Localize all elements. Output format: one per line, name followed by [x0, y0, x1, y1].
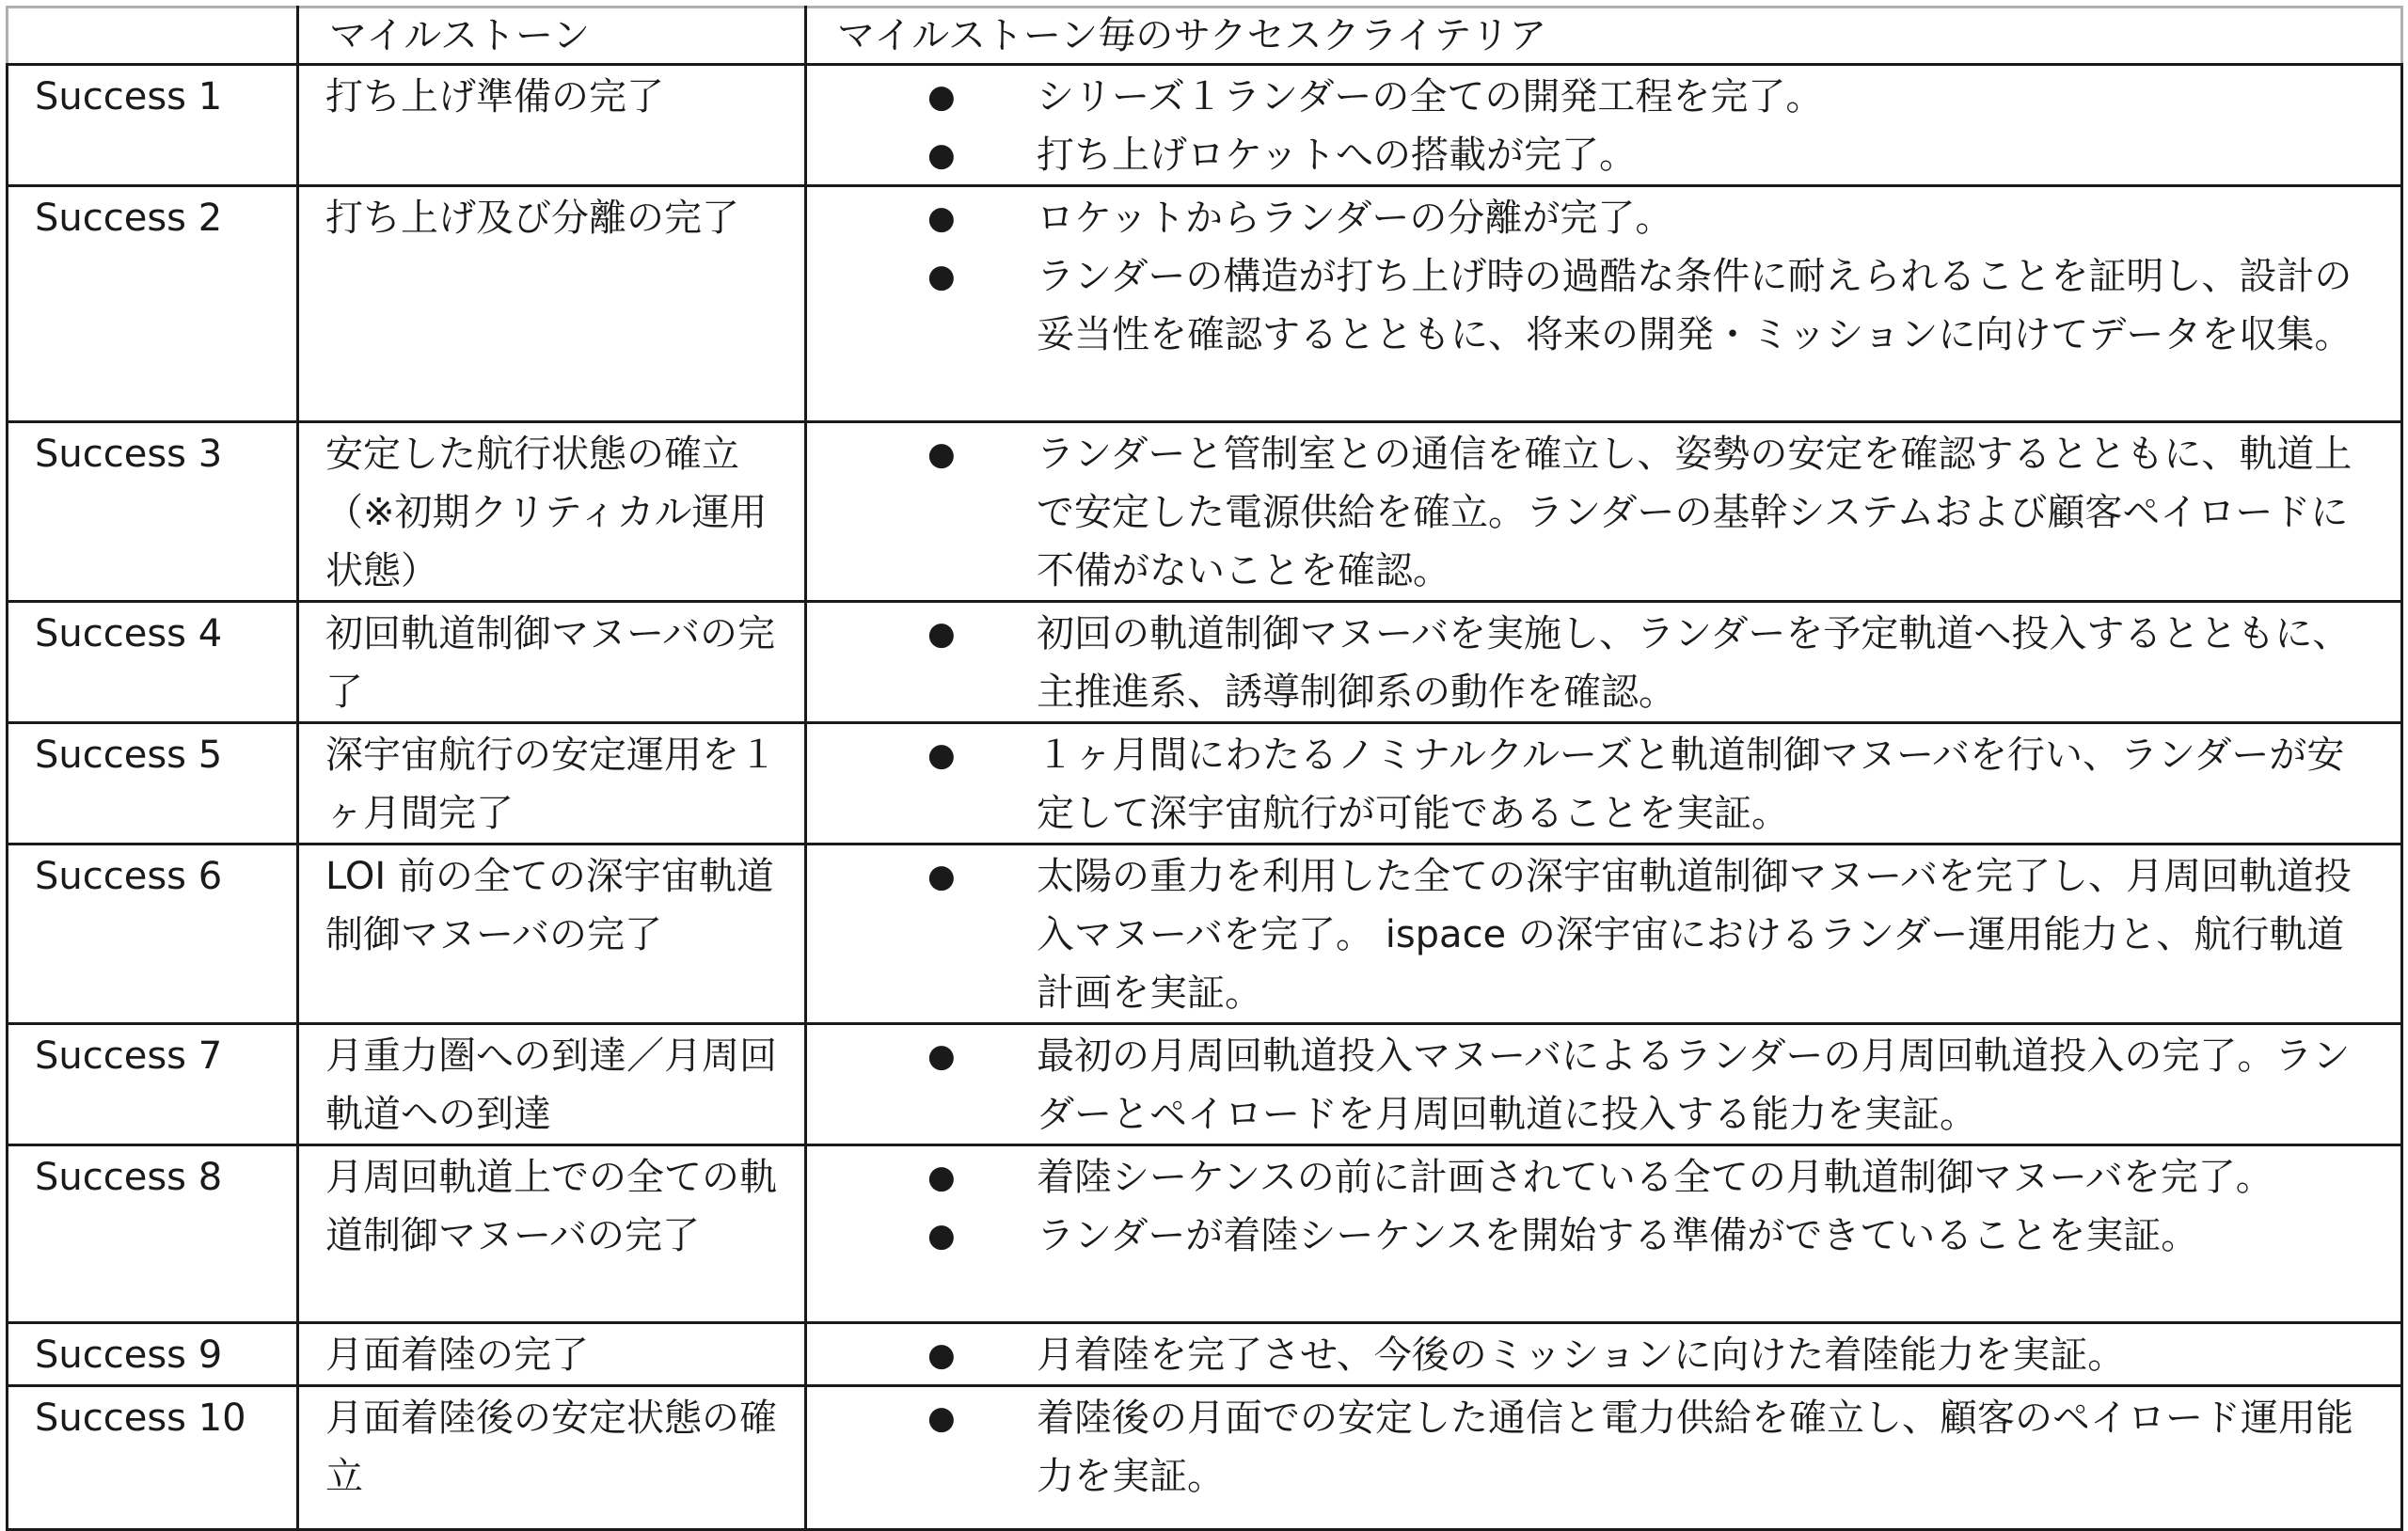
bullet-icon: ●	[927, 858, 956, 895]
table-row	[8, 422, 2402, 602]
criteria-text: 打ち上げロケットへの搭載が完了。	[1037, 134, 1637, 177]
table-row	[8, 1386, 2402, 1530]
table-row	[8, 1323, 2402, 1386]
success-id: Success 6	[8, 844, 298, 1024]
criteria-cell	[806, 1145, 2402, 1323]
table-row	[8, 1024, 2402, 1145]
table-row	[8, 1145, 2402, 1323]
bullet-icon: ●	[927, 199, 956, 237]
bullet-icon: ●	[927, 1336, 956, 1374]
criteria-cell	[806, 723, 2402, 844]
criteria-item	[807, 605, 2367, 721]
success-id: Success 9	[8, 1323, 298, 1386]
bullet-icon: ●	[927, 1399, 956, 1437]
criteria-item	[807, 189, 2367, 247]
criteria-list	[807, 605, 2367, 721]
criteria-text: 初回の軌道制御マヌーバを実施し、ランダーを予定軌道へ投入するとともに、主推進系、誘導制御系の動作を確認。	[1037, 612, 2351, 714]
success-id: Success 2	[8, 186, 298, 422]
criteria-list	[807, 1389, 2367, 1506]
criteria-item	[807, 247, 2367, 364]
criteria-text: ランダーと管制室との通信を確立し、姿勢の安定を確認するとともに、軌道上で安定した電源供給を確立。ランダーの基幹システムおよび顧客ペイロードに不備がないことを確認。	[1037, 433, 2353, 592]
bullet-icon: ●	[927, 258, 956, 295]
table-row	[8, 723, 2402, 844]
bullet-icon: ●	[927, 1037, 956, 1075]
milestone-cell: 安定した航行状態の確立（※初期クリティカル運用状態）	[298, 422, 806, 602]
criteria-list	[807, 425, 2367, 600]
bullet-icon: ●	[927, 435, 956, 473]
success-id: Success 3	[8, 422, 298, 602]
table-row	[8, 602, 2402, 723]
criteria-text: ロケットからランダーの分離が完了。	[1037, 197, 1673, 240]
success-id: Success 10	[8, 1386, 298, 1530]
table-header-row	[8, 8, 2402, 65]
criteria-cell	[806, 844, 2402, 1024]
criteria-text: 最初の月周回軌道投入マヌーバによるランダーの月周回軌道投入の完了。ランダーとペイロードを月周回軌道に投入する能力を実証。	[1037, 1034, 2351, 1136]
milestone-cell: 月面着陸後の安定状態の確立	[298, 1386, 806, 1530]
header-milestone: マイルストーン	[298, 8, 806, 65]
criteria-cell	[806, 186, 2402, 422]
bullet-icon: ●	[927, 615, 956, 653]
table-row	[8, 186, 2402, 422]
criteria-text: 着陸シーケンスの前に計画されている全ての月軌道制御マヌーバを完了。	[1037, 1156, 2273, 1199]
table-row	[8, 65, 2402, 186]
criteria-item	[807, 726, 2367, 843]
bullet-icon: ●	[927, 1159, 956, 1196]
criteria-list	[807, 1027, 2367, 1144]
criteria-list	[807, 726, 2367, 843]
milestone-cell: 深宇宙航行の安定運用を１ヶ月間完了	[298, 723, 806, 844]
criteria-list	[807, 847, 2367, 1022]
criteria-list	[807, 68, 2367, 184]
criteria-text: ランダーが着陸シーケンスを開始する準備ができていることを実証。	[1037, 1214, 2199, 1257]
milestone-cell: LOI 前の全ての深宇宙軌道制御マヌーバの完了	[298, 844, 806, 1024]
criteria-cell	[806, 422, 2402, 602]
success-criteria-table	[6, 6, 2403, 1531]
criteria-cell	[806, 1323, 2402, 1386]
criteria-item	[807, 1326, 2367, 1384]
criteria-item	[807, 425, 2367, 600]
success-id: Success 1	[8, 65, 298, 186]
criteria-text: 月着陸を完了させ、今後のミッションに向けた着陸能力を実証。	[1037, 1334, 2126, 1377]
criteria-list	[807, 189, 2367, 364]
milestone-cell: 打ち上げ準備の完了	[298, 65, 806, 186]
milestone-cell: 月周回軌道上での全ての軌道制御マヌーバの完了	[298, 1145, 806, 1323]
header-id	[8, 8, 298, 65]
milestone-cell: 月面着陸の完了	[298, 1323, 806, 1386]
table-row	[8, 844, 2402, 1024]
success-id: Success 7	[8, 1024, 298, 1145]
criteria-list	[807, 1326, 2367, 1384]
success-id: Success 4	[8, 602, 298, 723]
criteria-text: 太陽の重力を利用した全ての深宇宙軌道制御マヌーバを完了し、月周回軌道投入マヌーバを完了。 ispace の深宇宙におけるランダー運用能力と、航行軌道計画を実証。	[1037, 855, 2352, 1015]
criteria-text: ランダーの構造が打ち上げ時の過酷な条件に耐えられることを証明し、設計の妥当性を確認するとともに、将来の開発・ミッションに向けてデータを収集。	[1037, 255, 2353, 356]
criteria-item	[807, 847, 2367, 1022]
milestone-cell: 月重力圏への到達／月周回軌道への到達	[298, 1024, 806, 1145]
criteria-list	[807, 1148, 2367, 1265]
criteria-item	[807, 1148, 2367, 1207]
criteria-item	[807, 1207, 2367, 1265]
criteria-item	[807, 68, 2367, 126]
criteria-cell	[806, 65, 2402, 186]
bullet-icon: ●	[927, 136, 956, 174]
criteria-cell	[806, 1024, 2402, 1145]
criteria-text: １ヶ月間にわたるノミナルクルーズと軌道制御マヌーバを行い、ランダーが安定して深宇宙航行が可能であることを実証。	[1037, 734, 2345, 835]
criteria-item	[807, 1027, 2367, 1144]
criteria-cell	[806, 602, 2402, 723]
success-id: Success 5	[8, 723, 298, 844]
success-id: Success 8	[8, 1145, 298, 1323]
milestone-cell: 初回軌道制御マヌーバの完了	[298, 602, 806, 723]
criteria-cell	[806, 1386, 2402, 1530]
criteria-text: 着陸後の月面での安定した通信と電力供給を確立し、顧客のペイロード運用能力を実証。	[1037, 1397, 2353, 1498]
bullet-icon: ●	[927, 736, 956, 774]
criteria-item	[807, 1389, 2367, 1506]
bullet-icon: ●	[927, 78, 956, 116]
criteria-text: シリーズ１ランダーの全ての開発工程を完了。	[1037, 75, 1824, 118]
header-criteria: マイルストーン毎のサクセスクライテリア	[806, 8, 2402, 65]
criteria-item	[807, 126, 2367, 184]
bullet-icon: ●	[927, 1217, 956, 1255]
milestone-cell: 打ち上げ及び分離の完了	[298, 186, 806, 422]
